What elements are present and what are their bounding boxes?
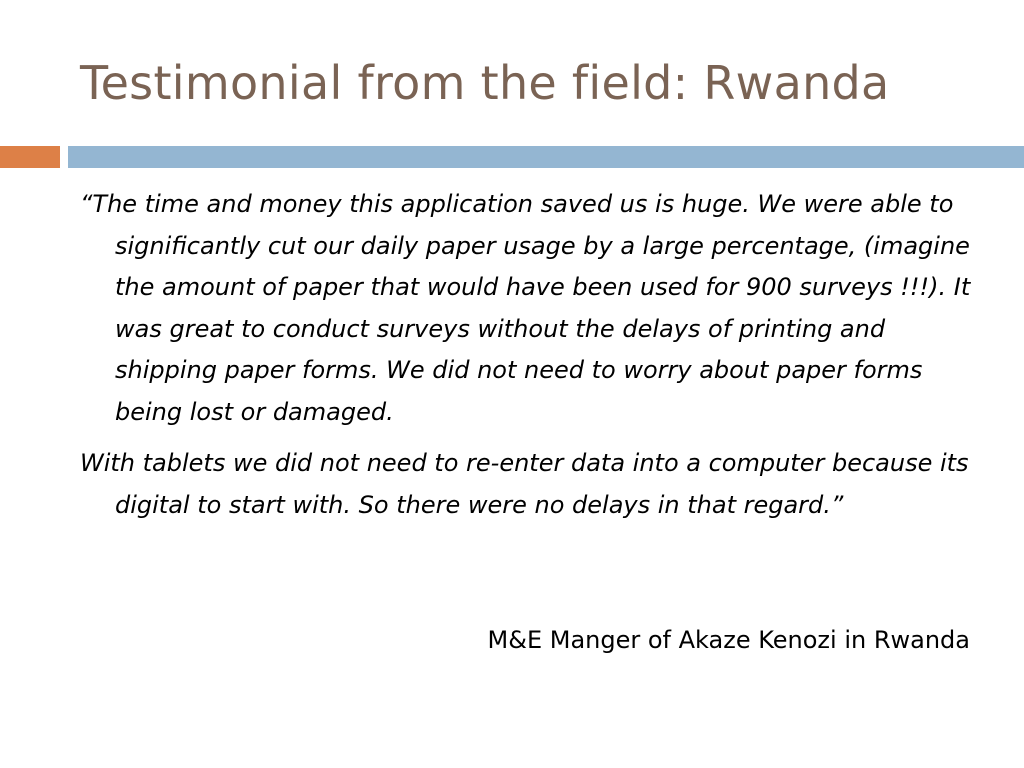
quote-paragraph-1: “The time and money this application saved us is huge. We were able to significantly cut our daily paper usage by a large percentage, (imagine the amount of paper that would have been used for 900 surveys !!!). It was great to conduct surveys without the delays of printing and shipping paper forms. We did not need to worry about paper forms being lost or damaged. xyxy=(80,190,971,426)
slide-title: Testimonial from the field: Rwanda xyxy=(80,56,890,110)
accent-bar-blue xyxy=(68,146,1024,168)
testimonial-quote xyxy=(80,184,980,526)
accent-bar-orange xyxy=(0,146,60,168)
quote-attribution: M&E Manger of Akaze Kenozi in Rwanda xyxy=(487,626,970,654)
quote-paragraph-2: With tablets we did not need to re-enter data into a computer because its digital to start with. So there were no delays in that regard.” xyxy=(80,449,969,519)
